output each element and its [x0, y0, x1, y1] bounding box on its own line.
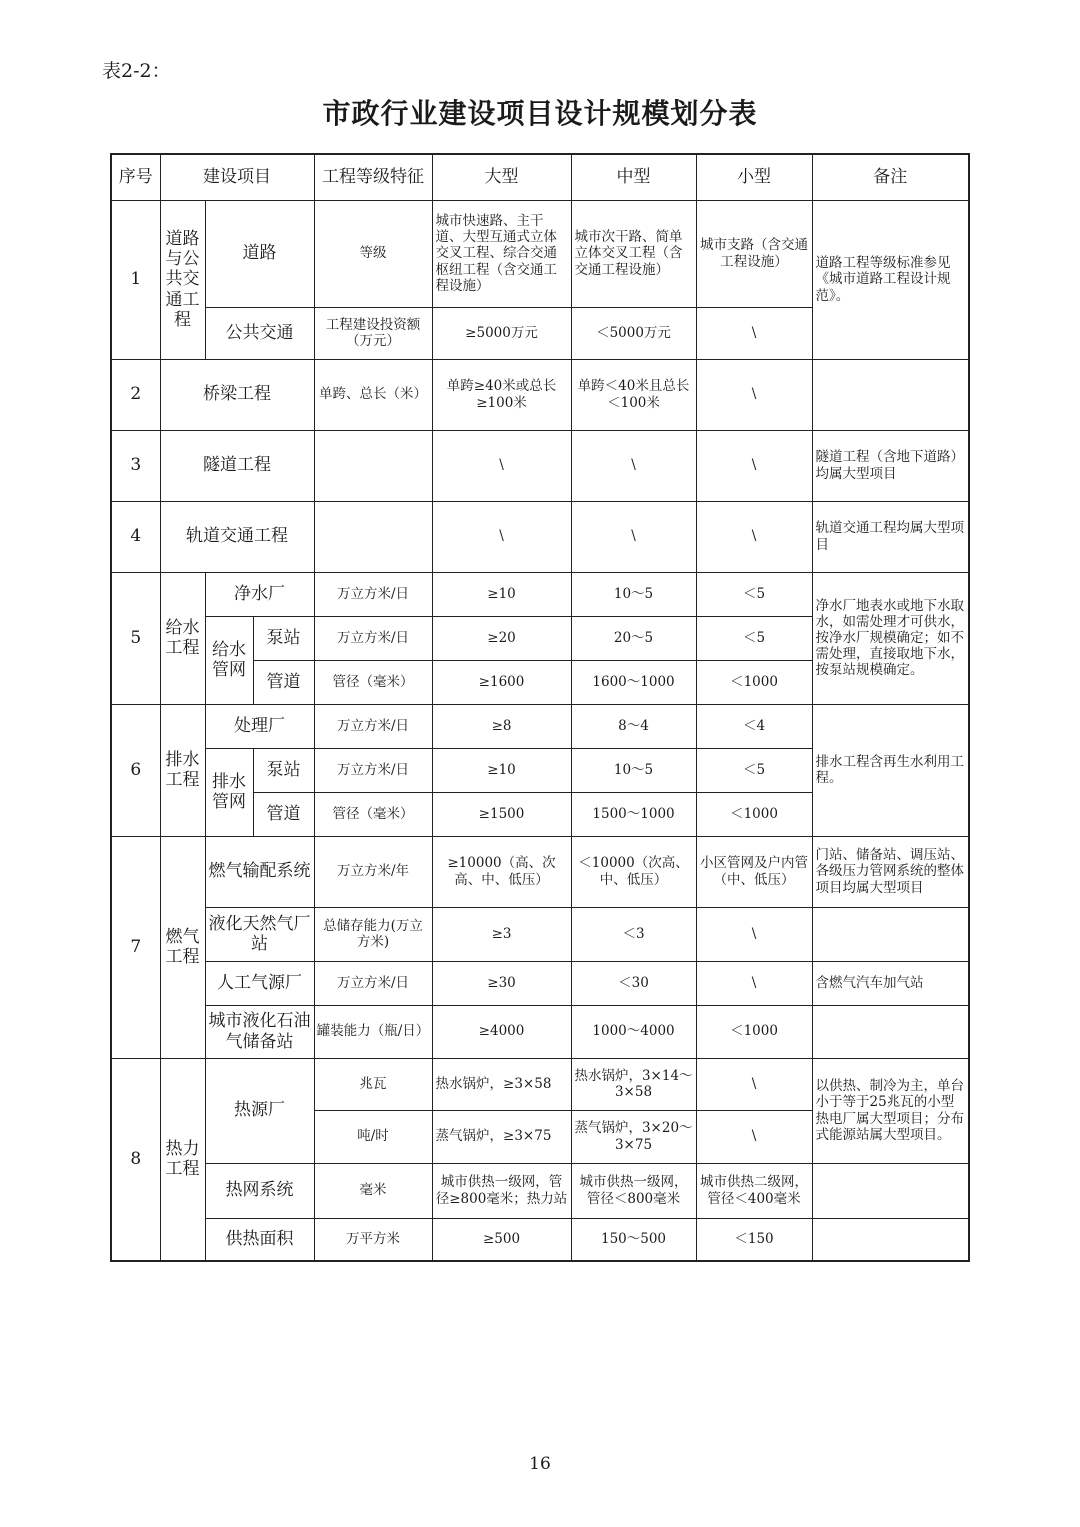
table-row — [111, 572, 969, 616]
medium-cell: 蒸气锅炉，3×20～3×75 — [571, 1110, 696, 1163]
small-cell: \ — [696, 359, 812, 430]
large-cell: ≥10 — [432, 572, 571, 616]
large-cell: ≥5000万元 — [432, 307, 571, 359]
large-cell: ≥20 — [432, 616, 571, 660]
medium-cell: 20～5 — [571, 616, 696, 660]
medium-cell: 城市供热一级网，管径＜800毫米 — [571, 1163, 696, 1218]
table-row — [111, 961, 969, 1005]
row-number: 5 — [111, 572, 160, 704]
large-cell: 单跨≥40米或总长≥100米 — [432, 359, 571, 430]
item-cell: 桥梁工程 — [160, 359, 314, 430]
medium-cell: 城市次干路、简单立体交叉工程（含交通工程设施） — [571, 200, 696, 307]
sub-item-cell: 净水厂 — [205, 572, 314, 616]
small-cell: ＜5 — [696, 572, 812, 616]
feature-cell: 总储存能力(万立方米) — [314, 907, 432, 961]
large-cell: ≥4000 — [432, 1005, 571, 1058]
row-number: 4 — [111, 501, 160, 572]
note-cell: 隧道工程（含地下道路）均属大型项目 — [812, 430, 969, 501]
small-cell: \ — [696, 1110, 812, 1163]
medium-cell: 1000～4000 — [571, 1005, 696, 1058]
sub-item-cell: 热网系统 — [205, 1163, 314, 1218]
feature-cell — [314, 501, 432, 572]
header-feature: 工程等级特征 — [314, 154, 432, 200]
note-cell — [812, 359, 969, 430]
table-row — [111, 359, 969, 430]
feature-cell: 万立方米/日 — [314, 748, 432, 792]
medium-cell: 1600～1000 — [571, 660, 696, 704]
note-cell: 门站、储备站、调压站、各级压力管网系统的整体项目均属大型项目 — [812, 836, 969, 907]
note-cell: 轨道交通工程均属大型项目 — [812, 501, 969, 572]
item-cell: 轨道交通工程 — [160, 501, 314, 572]
small-cell: ＜1000 — [696, 660, 812, 704]
sub-item-cell: 管道 — [253, 660, 314, 704]
small-cell: ＜5 — [696, 616, 812, 660]
small-cell: ＜1000 — [696, 1005, 812, 1058]
header-small: 小型 — [696, 154, 812, 200]
small-cell: ＜4 — [696, 704, 812, 748]
feature-cell: 吨/时 — [314, 1110, 432, 1163]
category-cell: 燃气工程 — [160, 836, 205, 1058]
note-cell: 以供热、制冷为主，单台小于等于25兆瓦的小型热电厂属大型项目；分布式能源站属大型项目。 — [812, 1058, 969, 1163]
header-large: 大型 — [432, 154, 571, 200]
sub-network-cell: 排水管网 — [205, 748, 253, 836]
table-row — [111, 907, 969, 961]
medium-cell: 单跨＜40米且总长＜100米 — [571, 359, 696, 430]
sub-item-cell: 供热面积 — [205, 1218, 314, 1261]
medium-cell: ＜5000万元 — [571, 307, 696, 359]
medium-cell: 10～5 — [571, 572, 696, 616]
row-number: 1 — [111, 200, 160, 359]
sub-item-cell: 泵站 — [253, 616, 314, 660]
small-cell: \ — [696, 961, 812, 1005]
feature-cell: 万平方米 — [314, 1218, 432, 1261]
large-cell: ≥10000（高、次高、中、低压） — [432, 836, 571, 907]
table-row — [111, 200, 969, 307]
large-cell: 城市供热一级网，管径≥800毫米；热力站 — [432, 1163, 571, 1218]
medium-cell: 热水锅炉，3×14～3×58 — [571, 1058, 696, 1110]
medium-cell: ＜3 — [571, 907, 696, 961]
large-cell: \ — [432, 430, 571, 501]
sub-item-cell: 泵站 — [253, 748, 314, 792]
small-cell: \ — [696, 907, 812, 961]
header-note: 备注 — [812, 154, 969, 200]
medium-cell: 10～5 — [571, 748, 696, 792]
note-cell: 含燃气汽车加气站 — [812, 961, 969, 1005]
feature-cell: 兆瓦 — [314, 1058, 432, 1110]
table-row — [111, 704, 969, 748]
large-cell: \ — [432, 501, 571, 572]
medium-cell: \ — [571, 501, 696, 572]
category-cell: 排水工程 — [160, 704, 205, 836]
large-cell: ≥30 — [432, 961, 571, 1005]
medium-cell: ＜30 — [571, 961, 696, 1005]
row-number: 8 — [111, 1058, 160, 1261]
scale-classification-table — [110, 153, 970, 1262]
medium-cell: 8～4 — [571, 704, 696, 748]
small-cell: \ — [696, 1058, 812, 1110]
large-cell: ≥8 — [432, 704, 571, 748]
sub-item-cell: 液化天然气厂站 — [205, 907, 314, 961]
feature-cell: 管径（毫米） — [314, 792, 432, 836]
large-cell: 城市快速路、主干道、大型互通式立体交叉工程、综合交通枢纽工程（含交通工程设施） — [432, 200, 571, 307]
table-caption: 表2-2： — [102, 60, 171, 82]
row-number: 6 — [111, 704, 160, 836]
category-cell: 给水工程 — [160, 572, 205, 704]
table-row — [111, 501, 969, 572]
note-cell: 道路工程等级标准参见《城市道路工程设计规范》。 — [812, 200, 969, 359]
table-row — [111, 836, 969, 907]
feature-cell: 单跨、总长（米） — [314, 359, 432, 430]
small-cell: ＜5 — [696, 748, 812, 792]
sub-item-cell: 管道 — [253, 792, 314, 836]
page-number: 16 — [529, 1454, 551, 1474]
note-cell — [812, 1163, 969, 1218]
note-cell — [812, 1005, 969, 1058]
sub-item-cell: 公共交通 — [205, 307, 314, 359]
sub-item-cell: 热源厂 — [205, 1058, 314, 1163]
feature-cell — [314, 430, 432, 501]
large-cell: 蒸气锅炉，≥3×75 — [432, 1110, 571, 1163]
small-cell: 城市支路（含交通工程设施） — [696, 200, 812, 307]
small-cell: 城市供热二级网，管径＜400毫米 — [696, 1163, 812, 1218]
note-cell: 净水厂地表水或地下水取水，如需处理才可供水，按净水厂规模确定；如不需处理，直接取地下水，按泵站规模确定。 — [812, 572, 969, 704]
row-number: 2 — [111, 359, 160, 430]
medium-cell: 150～500 — [571, 1218, 696, 1261]
feature-cell: 罐装能力（瓶/日） — [314, 1005, 432, 1058]
small-cell: ＜150 — [696, 1218, 812, 1261]
feature-cell: 毫米 — [314, 1163, 432, 1218]
medium-cell: \ — [571, 430, 696, 501]
note-cell — [812, 907, 969, 961]
sub-network-cell: 给水管网 — [205, 616, 253, 704]
category-cell: 道路与公共交通工程 — [160, 200, 205, 359]
table-row — [111, 430, 969, 501]
small-cell: \ — [696, 501, 812, 572]
table-row — [111, 1163, 969, 1218]
table-row — [111, 1058, 969, 1110]
feature-cell: 万立方米/日 — [314, 704, 432, 748]
small-cell: \ — [696, 307, 812, 359]
large-cell: ≥1600 — [432, 660, 571, 704]
large-cell: 热水锅炉，≥3×58 — [432, 1058, 571, 1110]
small-cell: 小区管网及户内管（中、低压） — [696, 836, 812, 907]
row-number: 3 — [111, 430, 160, 501]
note-cell — [812, 1218, 969, 1261]
sub-item-cell: 人工气源厂 — [205, 961, 314, 1005]
header-medium: 中型 — [571, 154, 696, 200]
feature-cell: 等级 — [314, 200, 432, 307]
large-cell: ≥500 — [432, 1218, 571, 1261]
item-cell: 隧道工程 — [160, 430, 314, 501]
feature-cell: 万立方米/日 — [314, 616, 432, 660]
large-cell: ≥10 — [432, 748, 571, 792]
sub-item-cell: 燃气输配系统 — [205, 836, 314, 907]
feature-cell: 工程建设投资额（万元） — [314, 307, 432, 359]
table-row — [111, 1005, 969, 1058]
header-row — [111, 154, 969, 200]
large-cell: ≥3 — [432, 907, 571, 961]
sub-item-cell: 城市液化石油气储备站 — [205, 1005, 314, 1058]
feature-cell: 万立方米/日 — [314, 572, 432, 616]
header-item: 建设项目 — [160, 154, 314, 200]
large-cell: ≥1500 — [432, 792, 571, 836]
feature-cell: 万立方米/日 — [314, 961, 432, 1005]
row-number: 7 — [111, 836, 160, 1058]
medium-cell: 1500～1000 — [571, 792, 696, 836]
medium-cell: ＜10000（次高、中、低压） — [571, 836, 696, 907]
sub-item-cell: 道路 — [205, 200, 314, 307]
note-cell: 排水工程含再生水利用工程。 — [812, 704, 969, 836]
header-no: 序号 — [111, 154, 160, 200]
page-title: 市政行业建设项目设计规模划分表 — [322, 97, 758, 130]
feature-cell: 管径（毫米） — [314, 660, 432, 704]
sub-item-cell: 处理厂 — [205, 704, 314, 748]
small-cell: ＜1000 — [696, 792, 812, 836]
table-row — [111, 1218, 969, 1261]
category-cell: 热力工程 — [160, 1058, 205, 1261]
feature-cell: 万立方米/年 — [314, 836, 432, 907]
small-cell: \ — [696, 430, 812, 501]
